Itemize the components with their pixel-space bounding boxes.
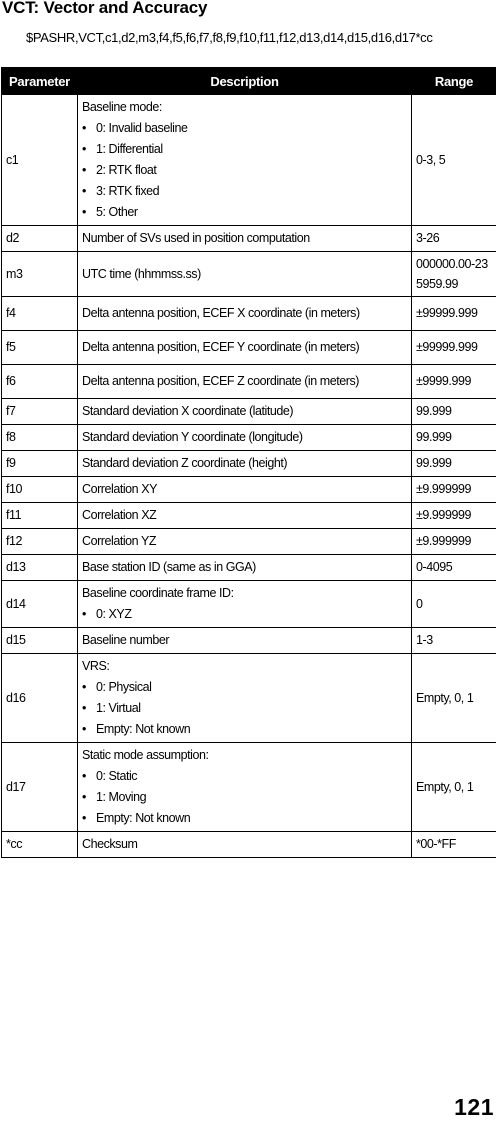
parameter-cell: f5 — [2, 331, 78, 365]
description-bullet: • Empty: Not known — [82, 808, 408, 829]
table-row — [2, 581, 496, 628]
description-cell — [78, 425, 412, 451]
parameter-cell: d14 — [2, 581, 78, 628]
range-cell: 99.999 — [412, 425, 496, 451]
range-cell: *00-*FF — [412, 832, 496, 858]
description-text: Number of SVs used in position computation — [82, 231, 310, 245]
range-cell: 3-26 — [412, 226, 496, 252]
description-text: Baseline mode: — [82, 100, 162, 114]
table-row — [2, 832, 496, 858]
description-text: Correlation YZ — [82, 534, 157, 548]
parameter-cell: f8 — [2, 425, 78, 451]
parameter-cell: d13 — [2, 555, 78, 581]
parameter-cell: f6 — [2, 365, 78, 399]
description-bullet: • 0: Physical — [82, 677, 408, 698]
table-row — [2, 477, 496, 503]
table-row — [2, 331, 496, 365]
table-row — [2, 743, 496, 832]
parameter-cell: f9 — [2, 451, 78, 477]
page-number: 121 — [454, 1094, 494, 1120]
table-row — [2, 425, 496, 451]
description-bullet: • 1: Moving — [82, 787, 408, 808]
range-cell: 0-3, 5 — [412, 95, 496, 226]
description-text: Standard deviation Y coordinate (longitude) — [82, 430, 303, 444]
description-text: Delta antenna position, ECEF Y coordinate (in meters) — [82, 340, 360, 354]
description-text: Base station ID (same as in GGA) — [82, 560, 256, 574]
parameter-cell: c1 — [2, 95, 78, 226]
table-row — [2, 503, 496, 529]
parameter-cell: f4 — [2, 297, 78, 331]
table-row — [2, 252, 496, 297]
range-cell: 99.999 — [412, 451, 496, 477]
description-cell — [78, 399, 412, 425]
description-text: UTC time (hhmmss.ss) — [82, 266, 201, 281]
description-text: Standard deviation X coordinate (latitude) — [82, 404, 294, 418]
header-range: Range — [412, 68, 496, 95]
description-bullet: • 1: Virtual — [82, 698, 408, 719]
parameter-cell: d2 — [2, 226, 78, 252]
description-bullet: • 2: RTK float — [82, 160, 408, 181]
table-header-row — [2, 68, 496, 95]
description-cell — [78, 252, 412, 297]
range-cell: 99.999 — [412, 399, 496, 425]
description-text: Baseline coordinate frame ID: — [82, 586, 234, 600]
range-cell: ±9999.999 — [412, 365, 496, 399]
parameter-cell: f11 — [2, 503, 78, 529]
description-cell — [78, 832, 412, 858]
parameter-cell: d16 — [2, 654, 78, 743]
table-row — [2, 365, 496, 399]
description-bullet: • Empty: Not known — [82, 719, 408, 740]
range-cell: 0 — [412, 581, 496, 628]
range-cell: 000000.00-235959.99 — [412, 252, 496, 297]
range-cell: 0-4095 — [412, 555, 496, 581]
table-row — [2, 399, 496, 425]
range-cell: ±99999.999 — [412, 331, 496, 365]
range-cell: ±99999.999 — [412, 297, 496, 331]
description-cell — [78, 555, 412, 581]
table-row — [2, 297, 496, 331]
table-row — [2, 95, 496, 226]
range-cell: 1-3 — [412, 628, 496, 654]
description-bullet: • 5: Other — [82, 202, 408, 223]
description-cell — [78, 297, 412, 331]
range-cell: Empty, 0, 1 — [412, 743, 496, 832]
description-cell — [78, 743, 412, 832]
parameter-cell: d15 — [2, 628, 78, 654]
description-bullet: • 0: Static — [82, 766, 408, 787]
parameter-cell: f12 — [2, 529, 78, 555]
description-bullet: • 1: Differential — [82, 139, 408, 160]
description-bullet: • 3: RTK fixed — [82, 181, 408, 202]
table-row — [2, 628, 496, 654]
header-description: Description — [78, 68, 412, 95]
description-cell — [78, 95, 412, 226]
description-cell — [78, 477, 412, 503]
description-text: Correlation XZ — [82, 508, 157, 522]
description-cell — [78, 365, 412, 399]
description-cell — [78, 654, 412, 743]
description-cell — [78, 451, 412, 477]
header-parameter: Parameter — [2, 68, 78, 95]
description-text: Baseline number — [82, 633, 170, 647]
description-text: VRS: — [82, 659, 110, 673]
description-text: Delta antenna position, ECEF X coordinate (in meters) — [82, 306, 360, 320]
parameter-cell: f7 — [2, 399, 78, 425]
parameter-cell: f10 — [2, 477, 78, 503]
description-cell — [78, 628, 412, 654]
parameter-table — [1, 67, 496, 858]
description-cell — [78, 331, 412, 365]
description-cell — [78, 529, 412, 555]
description-text: Correlation XY — [82, 482, 157, 496]
description-cell — [78, 226, 412, 252]
page-title: VCT: Vector and Accuracy — [2, 0, 208, 17]
parameter-cell: d17 — [2, 743, 78, 832]
description-cell — [78, 581, 412, 628]
range-cell: ±9.999999 — [412, 503, 496, 529]
table-row — [2, 226, 496, 252]
description-bullet: • 0: Invalid baseline — [82, 118, 408, 139]
table-row — [2, 654, 496, 743]
table-row — [2, 555, 496, 581]
parameter-cell: m3 — [2, 252, 78, 297]
description-text: Checksum — [82, 837, 138, 851]
parameter-cell: *cc — [2, 832, 78, 858]
description-text: Static mode assumption: — [82, 748, 209, 762]
range-cell: ±9.999999 — [412, 529, 496, 555]
description-bullet: • 0: XYZ — [82, 604, 408, 625]
table-row — [2, 451, 496, 477]
range-cell: ±9.999999 — [412, 477, 496, 503]
command-syntax: $PASHR,VCT,c1,d2,m3,f4,f5,f6,f7,f8,f9,f10,f11,f12,d13,d14,d15,d16,d17*cc — [26, 30, 433, 45]
description-text: Standard deviation Z coordinate (height) — [82, 456, 288, 470]
range-cell: Empty, 0, 1 — [412, 654, 496, 743]
description-text: Delta antenna position, ECEF Z coordinate (in meters) — [82, 374, 359, 388]
table-row — [2, 529, 496, 555]
description-cell — [78, 503, 412, 529]
